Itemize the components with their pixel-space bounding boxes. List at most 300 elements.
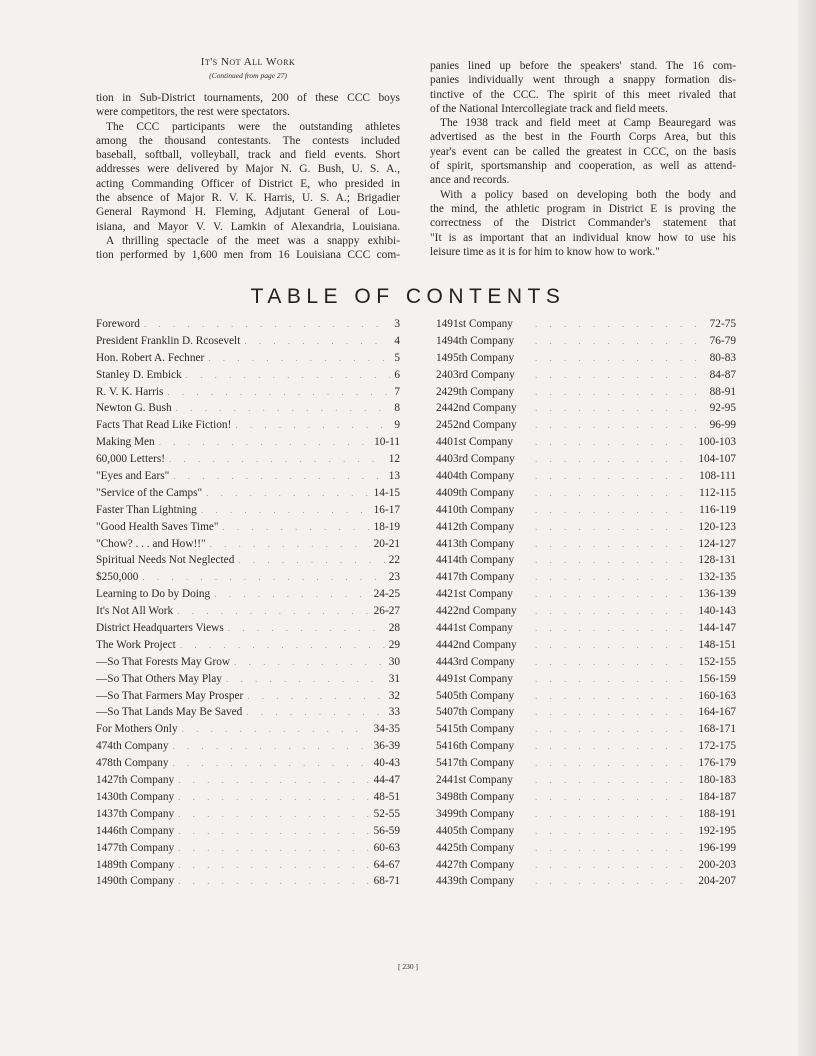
toc-entry	[96, 519, 400, 536]
toc-leader-dots	[535, 738, 694, 755]
toc-entry-title: Newton G. Bush	[96, 402, 172, 415]
toc-entry	[430, 468, 736, 485]
toc-entry-pages: 12	[388, 453, 400, 466]
toc-entry	[430, 333, 736, 350]
toc-entry-pages: 176-179	[698, 757, 736, 770]
toc-leader-dots	[535, 586, 694, 603]
toc-leader-dots	[178, 772, 370, 789]
toc-entry	[96, 806, 400, 823]
toc-entry-pages: 10-11	[374, 436, 400, 449]
toc-entry-title: 4425th Company	[436, 841, 515, 854]
toc-entry	[96, 552, 400, 569]
toc-entry	[430, 569, 736, 586]
toc-leader-dots	[159, 434, 370, 451]
toc-entry-title: "Eyes and Ears"	[96, 470, 170, 483]
page-edge-shadow	[798, 0, 816, 1056]
toc-entry-title: 474th Company	[96, 740, 169, 753]
toc-entry-title: President Franklin D. Rcosevelt	[96, 334, 241, 347]
toc-leader-dots	[176, 400, 391, 417]
toc-entry-title: 2442nd Company	[436, 402, 517, 415]
toc-leader-dots	[535, 400, 706, 417]
toc-entry-pages: 140-143	[698, 605, 736, 618]
toc-entry-title: 4401st Company	[436, 436, 513, 449]
toc-entry-title: 1430th Company	[96, 790, 175, 803]
toc-leader-dots	[535, 485, 695, 502]
toc-entry-title: 5417th Company	[436, 757, 515, 770]
toc-entry-title: —So That Others May Play	[96, 672, 222, 685]
toc-entry	[430, 350, 736, 367]
toc-entry-pages: 56-59	[373, 824, 400, 837]
toc-leader-dots	[201, 502, 370, 519]
toc-entry-title: Facts That Read Like Fiction!	[96, 419, 232, 432]
toc-entry-title: "Service of the Camps"	[96, 486, 203, 499]
toc-entry-title: 2452nd Company	[436, 419, 517, 432]
toc-entry	[430, 451, 736, 468]
toc-leader-dots	[167, 384, 390, 401]
toc-entry-pages: 16-17	[373, 503, 400, 516]
toc-leader-dots	[535, 806, 694, 823]
toc-entry-pages: 52-55	[373, 807, 400, 820]
page-number: [ 230 ]	[398, 962, 418, 971]
toc-entry-pages: 44-47	[373, 774, 400, 787]
toc-entry-pages: 30	[388, 655, 400, 668]
toc-entry-title: 1477th Company	[96, 841, 175, 854]
toc-entry	[96, 755, 400, 772]
toc-leader-dots	[177, 603, 369, 620]
toc-entry-title: Making Men	[96, 436, 155, 449]
toc-entry-title: 4491st Company	[436, 672, 513, 685]
toc-entry	[96, 603, 400, 620]
article-line: acting Commanding Officer of District E, who presided in	[96, 177, 400, 190]
toc-entry	[96, 485, 400, 502]
toc-entry-title: $250,000	[96, 571, 139, 584]
toc-entry	[96, 823, 400, 840]
toc-entry-title: 4441st Company	[436, 622, 513, 635]
article-column-left	[96, 91, 400, 263]
toc-leader-dots	[180, 637, 385, 654]
toc-entry-title: 1494th Company	[436, 334, 515, 347]
toc-entry	[96, 637, 400, 654]
toc-entry	[430, 603, 736, 620]
toc-entry	[96, 384, 400, 401]
toc-entry-pages: 184-187	[698, 790, 736, 803]
toc-entry	[430, 654, 736, 671]
toc-entry	[430, 671, 736, 688]
article-column-right	[430, 59, 736, 259]
article-line: the absence of Major R. V. K. Harris, U. S. A.; Brigadier	[96, 192, 400, 205]
toc-entry-title: 3499th Company	[436, 807, 515, 820]
article-line: ance and records.	[430, 174, 510, 187]
toc-entry-title: 5416th Company	[436, 740, 515, 753]
toc-entry-pages: 72-75	[709, 318, 736, 330]
toc-leader-dots	[173, 738, 370, 755]
toc-entry	[96, 738, 400, 755]
toc-entry	[96, 451, 400, 468]
toc-entry-title: 5407th Company	[436, 706, 515, 719]
toc-entry-title: 4442nd Company	[436, 638, 517, 651]
toc-entry-title: 1446th Company	[96, 824, 175, 837]
toc-entry-pages: 100-103	[698, 436, 736, 449]
toc-entry-title: 4403rd Company	[436, 453, 515, 466]
toc-leader-dots	[178, 806, 370, 823]
toc-entry	[96, 434, 400, 451]
toc-leader-dots	[535, 350, 706, 367]
toc-entry-title: 4405th Company	[436, 824, 515, 837]
toc-entry-pages: 68-71	[373, 875, 400, 888]
toc-entry-pages: 128-131	[698, 554, 736, 567]
toc-entry-title: 2429th Company	[436, 385, 515, 398]
article-line: of spirit, sportsmanship and cooperation, as well as attend-	[430, 160, 736, 173]
toc-leader-dots	[535, 536, 694, 553]
toc-leader-dots	[535, 434, 694, 451]
toc-entry	[96, 417, 400, 434]
toc-entry-title: 4413th Company	[436, 537, 515, 550]
toc-entry	[430, 536, 736, 553]
article-line: leisure time as it is for him to know how to work."	[430, 245, 660, 258]
article-line: A thrilling spectacle of the meet was a snappy exhibi-	[106, 234, 400, 247]
toc-entry-pages: 7	[394, 385, 400, 398]
toc-entry-title: 4417th Company	[436, 571, 515, 584]
toc-leader-dots	[535, 772, 694, 789]
article-line: panies lined up before the speakers' stand. The 16 com-	[430, 60, 736, 72]
toc-entry-pages: 60-63	[373, 841, 400, 854]
toc-entry-pages: 192-195	[698, 824, 736, 837]
toc-entry	[430, 316, 736, 333]
toc-leader-dots	[244, 333, 390, 350]
toc-entry-pages: 23	[388, 571, 400, 584]
toc-entry-title: —So That Forests May Grow	[96, 655, 231, 668]
toc-entry-title: For Mothers Only	[96, 723, 178, 736]
toc-entry	[430, 789, 736, 806]
toc-entry	[430, 367, 736, 384]
toc-entry-pages: 31	[388, 672, 400, 685]
toc-entry-pages: 88-91	[709, 385, 736, 398]
toc-entry	[96, 857, 400, 874]
toc-entry-pages: 188-191	[698, 807, 736, 820]
toc-leader-dots	[535, 384, 706, 401]
toc-leader-dots	[208, 350, 390, 367]
toc-entry-pages: 6	[394, 368, 400, 381]
toc-entry-title: —So That Farmers May Prosper	[96, 689, 244, 702]
toc-entry	[430, 755, 736, 772]
toc-entry-pages: 20-21	[373, 537, 400, 550]
toc-leader-dots	[210, 536, 370, 553]
toc-entry-pages: 22	[388, 554, 400, 567]
toc-entry-title: 4414th Company	[436, 554, 515, 567]
toc-entry-pages: 124-127	[698, 537, 736, 550]
toc-entry	[96, 772, 400, 789]
article-line: isiana, and Mayor V. V. Lamkin of Alexandria, Louisiana.	[96, 220, 400, 233]
toc-entry-title: 5405th Company	[436, 689, 515, 702]
toc-entry	[430, 519, 736, 536]
toc-entry	[430, 840, 736, 857]
toc-leader-dots	[535, 519, 694, 536]
toc-leader-dots	[246, 704, 384, 721]
toc-heading: TABLE OF CONTENTS	[250, 285, 566, 308]
toc-entry-pages: 76-79	[709, 334, 736, 347]
toc-entry-pages: 29	[388, 638, 400, 651]
article-line: General Raymond H. Fleming, Adjutant General of Lou-	[96, 206, 400, 219]
toc-leader-dots	[178, 873, 370, 890]
toc-entry	[430, 806, 736, 823]
toc-leader-dots	[173, 755, 370, 772]
toc-entry-pages: 26-27	[373, 605, 400, 618]
toc-entry-title: 478th Company	[96, 757, 169, 770]
toc-entry-pages: 204-207	[698, 875, 736, 888]
toc-leader-dots	[206, 485, 369, 502]
toc-entry-title: 1437th Company	[96, 807, 175, 820]
toc-entry-pages: 120-123	[698, 520, 736, 533]
toc-entry-pages: 32	[388, 689, 400, 702]
toc-entry-pages: 112-115	[699, 486, 736, 499]
toc-leader-dots	[178, 857, 370, 874]
toc-leader-dots	[169, 451, 385, 468]
toc-entry-title: 4421st Company	[436, 588, 513, 601]
toc-leader-dots	[535, 873, 694, 890]
toc-entry-pages: 36-39	[373, 740, 400, 753]
article-line: baseball, softball, volleyball, track and field events. Short	[96, 149, 400, 162]
toc-entry-pages: 180-183	[698, 774, 736, 787]
toc-entry-pages: 5	[394, 351, 400, 364]
toc-entry-title: Learning to Do by Doing	[96, 588, 211, 601]
toc-entry	[430, 400, 736, 417]
toc-entry-pages: 48-51	[373, 790, 400, 803]
toc-entry-title: "Good Health Saves Time"	[96, 520, 219, 533]
toc-leader-dots	[173, 468, 384, 485]
toc-leader-dots	[223, 519, 370, 536]
toc-entry	[96, 721, 400, 738]
toc-entry	[430, 620, 736, 637]
toc-entry	[430, 823, 736, 840]
toc-leader-dots	[186, 367, 391, 384]
toc-leader-dots	[228, 620, 385, 637]
toc-leader-dots	[247, 688, 384, 705]
toc-leader-dots	[535, 755, 694, 772]
toc-entry	[96, 350, 400, 367]
toc-entry-title: Foreword	[96, 318, 140, 330]
toc-entry-title: 4409th Company	[436, 486, 515, 499]
toc-entry-pages: 196-199	[698, 841, 736, 854]
toc-entry	[430, 688, 736, 705]
toc-entry	[96, 536, 400, 553]
article-line: advertised as the best in the Fourth Corps Area, but this	[430, 131, 736, 144]
toc-entry-title: "Chow? . . . and How!!"	[96, 537, 206, 550]
toc-leader-dots	[535, 451, 694, 468]
toc-entry-pages: 24-25	[373, 588, 400, 601]
toc-entry-pages: 92-95	[709, 402, 736, 415]
toc-entry-pages: 172-175	[698, 740, 736, 753]
toc-entry	[430, 873, 736, 890]
toc-leader-dots	[535, 704, 694, 721]
toc-leader-dots	[535, 367, 706, 384]
toc-entry-title: 1491st Company	[436, 318, 513, 330]
toc-entry-pages: 84-87	[709, 368, 736, 381]
toc-entry	[96, 400, 400, 417]
article-line: year's event can be called the greatest in CCC, on the basis	[430, 145, 736, 158]
toc-leader-dots	[535, 840, 694, 857]
toc-leader-dots	[235, 417, 390, 434]
toc-entry-pages: 8	[394, 402, 400, 415]
toc-entry-pages: 168-171	[698, 723, 736, 736]
toc-entry	[430, 502, 736, 519]
article-line: With a policy based on developing both the body and	[440, 188, 736, 201]
toc-entry-pages: 33	[388, 706, 400, 719]
toc-leader-dots	[535, 823, 694, 840]
toc-entry	[430, 434, 736, 451]
toc-column-left	[96, 316, 400, 890]
toc-leader-dots	[535, 671, 694, 688]
toc-entry-title: 2441st Company	[436, 774, 513, 787]
toc-entry	[430, 485, 736, 502]
toc-leader-dots	[535, 569, 694, 586]
toc-entry-title: 1489th Company	[96, 858, 175, 871]
toc-entry-pages: 80-83	[709, 351, 736, 364]
toc-leader-dots	[535, 637, 694, 654]
toc-entry	[96, 333, 400, 350]
article-line: among the thousand contestants. The contests included	[96, 134, 400, 147]
toc-leader-dots	[142, 569, 384, 586]
article-line: panies individually went through a snappy formation dis-	[430, 74, 736, 87]
toc-entry	[430, 721, 736, 738]
toc-entry	[430, 738, 736, 755]
toc-entry	[96, 502, 400, 519]
toc-leader-dots	[535, 502, 695, 519]
toc-leader-dots	[238, 552, 384, 569]
toc-entry-title: Spiritual Needs Not Neglected	[96, 554, 235, 567]
article-continued-note: (Continued from page 27)	[209, 71, 287, 80]
toc-entry-title: 4427th Company	[436, 858, 515, 871]
toc-entry	[96, 789, 400, 806]
toc-entry-pages: 9	[394, 419, 400, 432]
toc-entry-pages: 108-111	[699, 470, 736, 483]
article-line: tion performed by 1,600 men from 16 Louisiana CCC com-	[96, 249, 400, 262]
article-line: "It is as important that an individual know how to use his	[430, 231, 736, 244]
toc-entry-pages: 28	[388, 622, 400, 635]
toc-entry	[430, 772, 736, 789]
toc-leader-dots	[535, 620, 694, 637]
toc-entry-title: 4412th Company	[436, 520, 515, 533]
toc-entry	[430, 417, 736, 434]
toc-entry	[96, 840, 400, 857]
toc-entry-title: 3498th Company	[436, 790, 515, 803]
toc-entry-title: 4404th Company	[436, 470, 515, 483]
article-line: addresses were delivered by Major N. G. Bush, U. S. A.,	[96, 163, 400, 176]
toc-entry	[96, 586, 400, 603]
toc-entry-title: 1490th Company	[96, 875, 175, 888]
toc-leader-dots	[182, 721, 370, 738]
toc-entry-title: The Work Project	[96, 638, 176, 651]
toc-entry-title: Faster Than Lightning	[96, 503, 197, 516]
article-title: It's Not All Work	[200, 56, 296, 68]
toc-entry	[96, 620, 400, 637]
toc-entry	[430, 857, 736, 874]
toc-entry	[96, 468, 400, 485]
toc-entry	[96, 688, 400, 705]
toc-entry-pages: 156-159	[698, 672, 736, 685]
toc-leader-dots	[226, 671, 385, 688]
toc-entry-pages: 144-147	[698, 622, 736, 635]
toc-leader-dots	[535, 857, 694, 874]
toc-entry	[430, 552, 736, 569]
toc-entry	[430, 586, 736, 603]
toc-entry-pages: 18-19	[373, 520, 400, 533]
toc-entry-pages: 34-35	[373, 723, 400, 736]
toc-entry	[96, 704, 400, 721]
toc-leader-dots	[535, 468, 695, 485]
toc-entry-title: District Headquarters Views	[96, 622, 224, 635]
article-line: correctness of the District Commander's statement that	[430, 217, 736, 230]
toc-leader-dots	[535, 316, 706, 333]
toc-entry-pages: 64-67	[373, 858, 400, 871]
toc-entry-pages: 13	[388, 470, 400, 483]
toc-leader-dots	[178, 823, 370, 840]
toc-leader-dots	[178, 789, 370, 806]
toc-entry-pages: 40-43	[373, 757, 400, 770]
toc-entry-pages: 104-107	[698, 453, 736, 466]
article-line: tion in Sub-District tournaments, 200 of these CCC boys	[96, 92, 400, 104]
toc-entry-title: 4439th Company	[436, 875, 515, 888]
toc-entry-pages: 160-163	[698, 689, 736, 702]
toc-column-right	[430, 316, 736, 890]
article-line: tinctive of the CCC. The spirit of this meet rivaled that	[430, 88, 736, 101]
toc-leader-dots	[535, 552, 694, 569]
article-line: the mind, the athletic program in District E is proving the	[430, 202, 736, 215]
toc-leader-dots	[178, 840, 370, 857]
toc-entry-pages: 132-135	[698, 571, 736, 584]
toc-leader-dots	[535, 688, 694, 705]
toc-entry-pages: 200-203	[698, 858, 736, 871]
toc-leader-dots	[535, 721, 694, 738]
toc-entry-pages: 14-15	[373, 486, 400, 499]
toc-entry-title: 60,000 Letters!	[96, 453, 166, 466]
toc-entry-title: —So That Lands May Be Saved	[96, 706, 243, 719]
toc-entry	[430, 384, 736, 401]
toc-entry-title: 1427th Company	[96, 774, 175, 787]
toc-entry	[96, 367, 400, 384]
toc-entry-title: 5415th Company	[436, 723, 515, 736]
toc-entry-pages: 152-155	[698, 655, 736, 668]
toc-leader-dots	[144, 316, 390, 333]
toc-entry-pages: 96-99	[709, 419, 736, 432]
article-line: were competitors, the rest were spectators.	[96, 106, 290, 119]
toc-leader-dots	[535, 333, 706, 350]
toc-entry	[430, 704, 736, 721]
toc-entry	[96, 671, 400, 688]
toc-entry-pages: 3	[394, 318, 400, 330]
article-line: The 1938 track and field meet at Camp Beauregard was	[440, 117, 736, 130]
toc-entry-pages: 4	[394, 334, 400, 347]
toc-entry-pages: 136-139	[698, 588, 736, 601]
toc-entry-title: Hon. Robert A. Fechner	[96, 351, 205, 364]
toc-entry-pages: 148-151	[698, 638, 736, 651]
toc-leader-dots	[234, 654, 385, 671]
toc-entry-title: Stanley D. Embick	[96, 368, 182, 381]
toc-entry-title: 4443rd Company	[436, 655, 515, 668]
toc-entry	[96, 654, 400, 671]
article-line: The CCC participants were the outstanding athletes	[106, 120, 400, 133]
article-line: of the National Intercollegiate track and field meets.	[430, 102, 668, 115]
toc-entry	[430, 637, 736, 654]
toc-entry-pages: 164-167	[698, 706, 736, 719]
toc-entry-title: 4422nd Company	[436, 605, 517, 618]
toc-entry-pages: 116-119	[699, 503, 736, 516]
toc-entry	[96, 873, 400, 890]
toc-entry-title: 4410th Company	[436, 503, 515, 516]
toc-leader-dots	[535, 603, 694, 620]
toc-entry-title: 1495th Company	[436, 351, 515, 364]
toc-leader-dots	[535, 789, 694, 806]
toc-entry-title: It's Not All Work	[96, 605, 174, 618]
